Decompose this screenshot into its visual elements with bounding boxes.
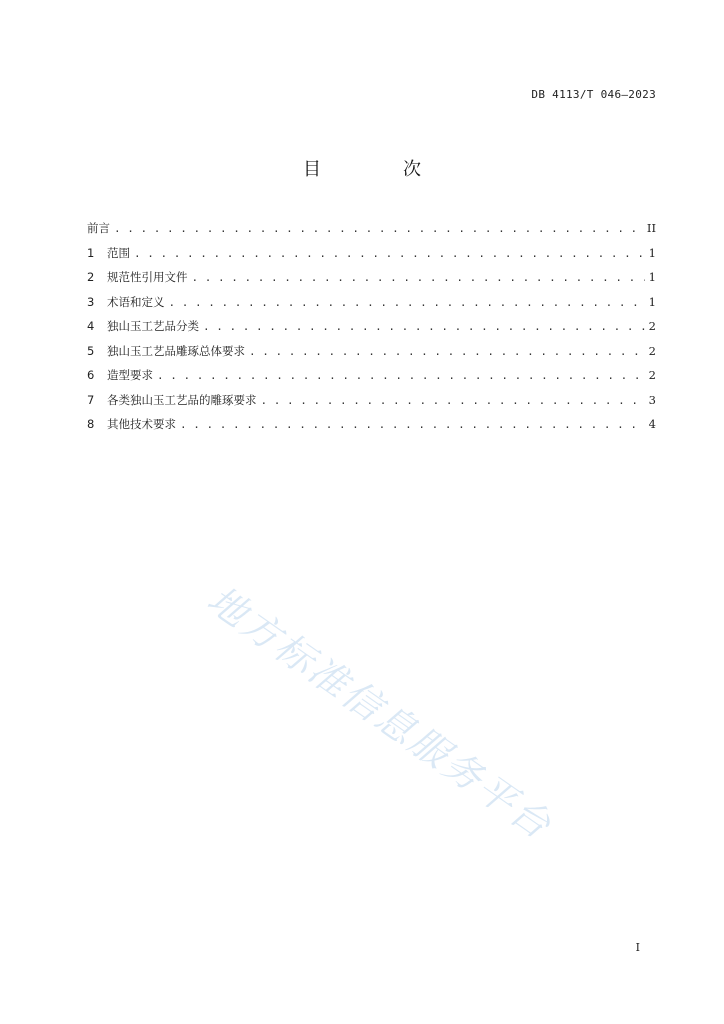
toc-entry-general-carving-requirements[interactable] <box>87 341 656 366</box>
toc-entry-label: 独山玉工艺品雕琢总体要求 <box>107 343 245 358</box>
toc-leader-dots <box>134 244 645 264</box>
toc-entry-page: 4 <box>648 417 656 431</box>
toc-entry-page: 3 <box>648 392 656 407</box>
toc-entry-page: 2 <box>648 368 656 382</box>
toc-entry-number: 7 <box>87 392 95 407</box>
toc-entry-number: 3 <box>87 294 95 309</box>
toc-leader-dots <box>249 342 645 362</box>
watermark: 地方标准信息服务平台 <box>199 577 561 849</box>
document-code: DB 4113/T 046—2023 <box>531 88 656 101</box>
toc-entry-label: 造型要求 <box>107 368 153 382</box>
toc-leader-dots <box>169 293 645 313</box>
toc-entry-label: 范围 <box>107 245 130 260</box>
toc-entry-label: 其他技术要求 <box>107 417 176 431</box>
toc-entry-page: 1 <box>648 270 656 284</box>
toc-leader-dots <box>203 317 645 337</box>
toc-entry-number: 1 <box>87 245 95 260</box>
toc-entry-foreword[interactable] <box>87 218 656 243</box>
toc-entry-normative-references[interactable] <box>87 267 656 292</box>
toc-entry-page: II <box>646 221 656 235</box>
toc-entry-page: 1 <box>648 245 656 260</box>
toc-entry-number: 6 <box>87 368 95 382</box>
toc-entry-number: 4 <box>87 319 95 333</box>
toc-leader-dots <box>157 366 645 386</box>
toc-leader-dots <box>261 391 645 411</box>
toc-entry-page: 1 <box>648 294 656 309</box>
toc-leader-dots <box>114 219 643 239</box>
toc-entry-carving-requirements-by-type[interactable] <box>87 390 656 415</box>
page-number: I <box>635 941 640 954</box>
toc-title: 目 次 <box>303 159 453 180</box>
toc-entry-label: 规范性引用文件 <box>107 270 188 284</box>
toc-leader-dots <box>192 268 645 288</box>
toc-entry-label: 术语和定义 <box>107 294 165 309</box>
toc-leader-dots <box>180 415 645 435</box>
toc-entry-number: 2 <box>87 270 95 284</box>
toc-entry-label: 各类独山玉工艺品的雕琢要求 <box>107 392 257 407</box>
toc-entry-label: 独山玉工艺品分类 <box>107 319 199 333</box>
toc-entry-other-technical-requirements[interactable] <box>87 414 656 439</box>
toc-entry-label: 前言 <box>87 221 110 235</box>
toc-entry-page: 2 <box>648 319 656 333</box>
toc-entry-terms-definitions[interactable] <box>87 292 656 317</box>
toc-entry-classification[interactable] <box>87 316 656 341</box>
toc-entry-scope[interactable] <box>87 243 656 268</box>
toc-entry-number: 8 <box>87 417 95 431</box>
toc-entry-number: 5 <box>87 343 95 358</box>
toc-entry-shape-requirements[interactable] <box>87 365 656 390</box>
toc-entry-page: 2 <box>648 343 656 358</box>
toc-list <box>87 218 656 439</box>
